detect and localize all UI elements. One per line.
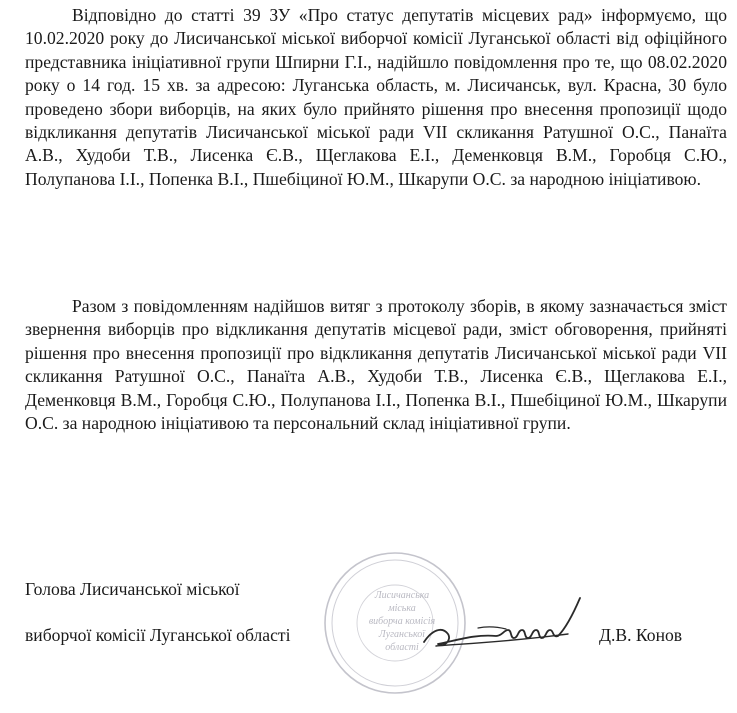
paragraph-protocol-extract: Разом з повідомленням надійшов витяг з протоколу зборів, в якому зазначається зміст звернення виборців про відкликання депутатів місцевої ради, зміст обговорення, прийняті рішення про внесення пропозиції про відкликання депутатів Лисичанської міської ради VII скликання Ратушної О.С., Панаїта А.В., Худоби Т.В., Лисенка Є.В., Щеглакова Е.І., Деменковця В.М., Горобця С.Ю., Полупанова І.І., Попенка В.І., Пшебіциної Ю.М., Шкарупи О.С. за народною ініціативою та персональний склад ініціативної групи. (25, 296, 727, 434)
paragraph-notification: Відповідно до статті 39 ЗУ «Про статус депутатів місцевих рад» інформуємо, що 10.02.2020 року до Лисичанської міської виборчої комісії Луганської області від офіційного представника ініціативної групи Шпирни Г.І., надійшло повідомлення про те, що 08.02.2020 року о 14 год. 15 хв. за адресою: Луганська область, м. Лисичанськ, вул. Красна, 30 було проведено збори виборців, на яких було прийнято рішення про внесення пропозиції щодо відкликання депутатів Лисичанської міської ради VII скликання Ратушної О.С., Панаїта А.В., Худоби Т.В., Лисенка Є.В., Щеглакова Е.І., Деменковця В.М., Горобця С.Ю., Полупанова І.І., Попенка В.І., Пшебіциної Ю.М., Шкарупи О.С. за народною ініціативою. (25, 5, 727, 189)
stamp-line-5: області (385, 642, 419, 653)
signatory-title-line-2: виборчої комісії Луганської області (25, 625, 291, 645)
signatory-title-line-1: Голова Лисичанської міської (25, 579, 240, 599)
signatory-name: Д.В. Конов (599, 625, 683, 645)
stamp-line-4: Луганської (378, 629, 426, 640)
stamp-line-3: виборча комісія (368, 616, 436, 627)
stamp-line-2: міська (388, 603, 416, 614)
stamp-line-1: Лисичанська (374, 590, 430, 601)
handwritten-signature (418, 590, 583, 670)
